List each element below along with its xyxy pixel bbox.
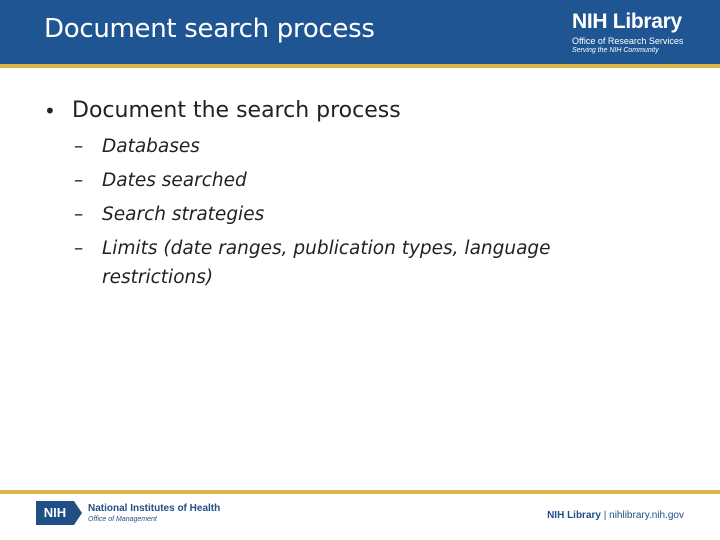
sub-bullet-list (44, 130, 684, 292)
footer-library-name: NIH Library (547, 510, 601, 521)
nih-office: Office of Management (88, 515, 157, 523)
bullet-dot-icon: • (44, 99, 56, 123)
slide-body (44, 96, 684, 292)
dash-icon: – (74, 238, 84, 259)
header-divider (0, 64, 720, 68)
nih-text-block (88, 503, 220, 524)
slide-title: Document search process (44, 14, 375, 44)
sub-item-text: Limits (date ranges, publication types, language restrictions) (102, 238, 551, 288)
nih-badge-icon: NIH (36, 501, 74, 525)
nih-library-logo (572, 11, 692, 55)
nih-footer-logo (36, 501, 220, 525)
footer-url: nihlibrary.nih.gov (609, 510, 684, 521)
footer-divider (0, 490, 720, 494)
dash-icon: – (74, 170, 84, 191)
logo-office: Office of Research Services (572, 36, 684, 46)
sub-item-text: Databases (102, 136, 200, 157)
bullet-item (44, 96, 684, 126)
nih-name: National Institutes of Health (88, 502, 221, 514)
sub-item (74, 164, 684, 198)
footer-library-link[interactable] (547, 510, 684, 521)
dash-icon: – (74, 204, 84, 225)
sub-item-text: Dates searched (102, 170, 247, 191)
logo-tagline: Serving the NIH Community (572, 47, 659, 54)
sub-item (74, 232, 684, 292)
footer-separator: | (603, 510, 607, 521)
sub-item (74, 130, 684, 164)
bullet-text: Document the search process (72, 98, 401, 123)
sub-item (74, 198, 684, 232)
logo-name: NIH Library (572, 10, 682, 33)
sub-item-text: Search strategies (102, 204, 265, 225)
dash-icon: – (74, 136, 84, 157)
